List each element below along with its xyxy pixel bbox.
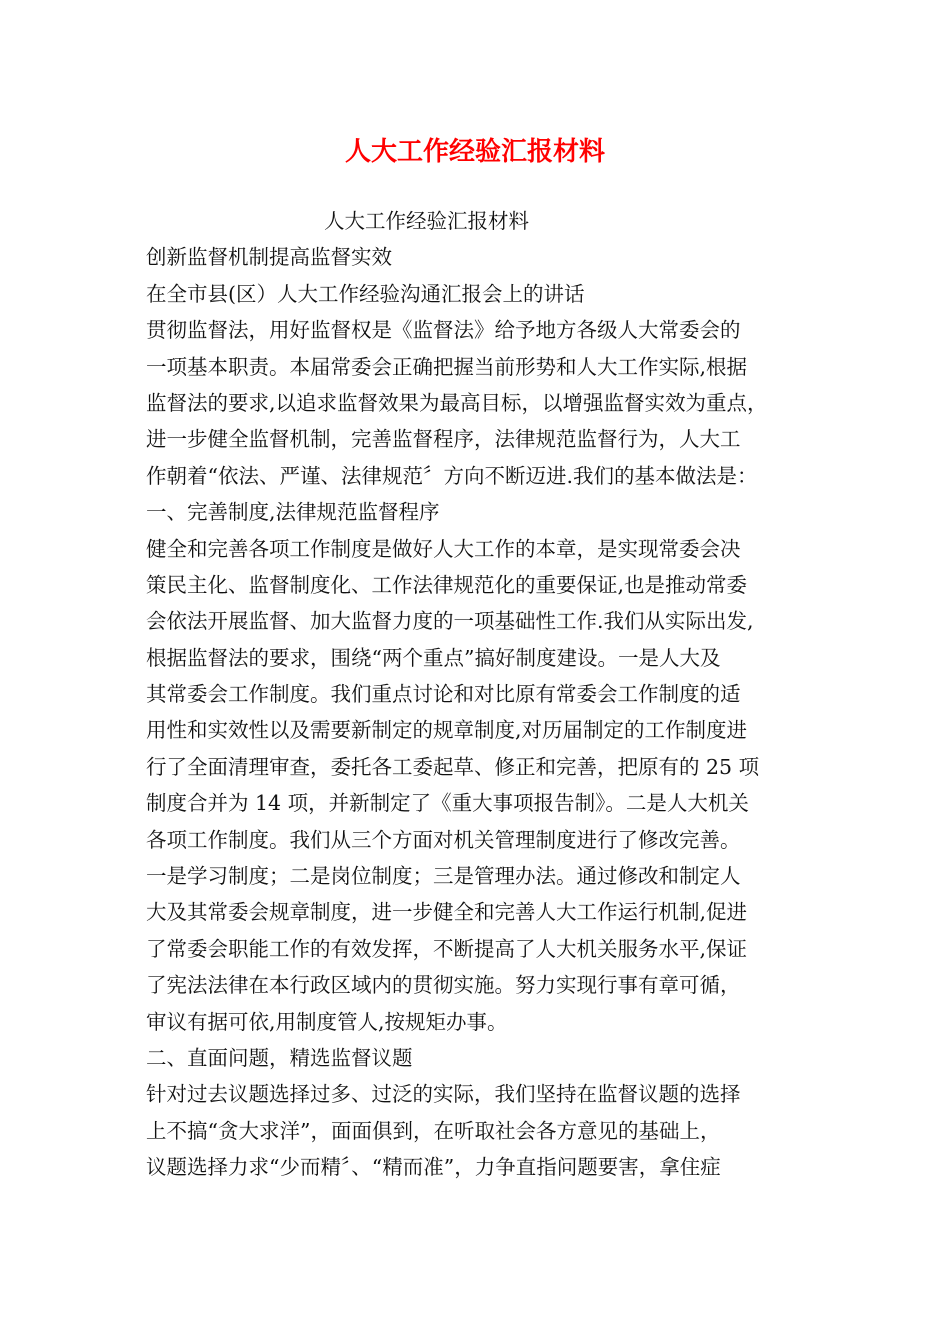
text-line: 大及其常委会规章制度，进一步健全和完善人大工作运行机制,促进 bbox=[146, 900, 748, 925]
text-line: 用性和实效性以及需要新制定的规章制度,对历届制定的工作制度进 bbox=[146, 718, 748, 743]
text-line: 在全市县(区）人大工作经验沟通汇报会上的讲话 bbox=[146, 281, 585, 306]
text-line: 创新监督机制提高监督实效 bbox=[146, 245, 392, 270]
text-line: 了宪法法律在本行政区域内的贯彻实施。努力实现行事有章可循， bbox=[146, 973, 741, 998]
text-line: 议题选择力求“少而精〞、“精而准”，力争直指问题要害，拿住症 bbox=[146, 1155, 721, 1180]
text-line: 监督法的要求,以追求监督效果为最高目标，以增强监督实效为重点， bbox=[146, 390, 768, 415]
text-line: 策民主化、监督制度化、工作法律规范化的重要保证,也是推动常委 bbox=[146, 572, 748, 597]
text-line: 健全和完善各项工作制度是做好人大工作的本章，是实现常委会决 bbox=[146, 536, 741, 561]
text-line: 一是学习制度；二是岗位制度；三是管理办法。通过修改和制定人 bbox=[146, 864, 741, 889]
text-line: 作朝着“依法、严谨、法律规范〞方向不断迈进.我们的基本做法是： bbox=[146, 463, 758, 488]
text-line: 其常委会工作制度。我们重点讨论和对比原有常委会工作制度的适 bbox=[146, 682, 741, 707]
document-title: 人大工作经验汇报材料 bbox=[344, 137, 605, 167]
document-body bbox=[146, 203, 811, 1186]
text-line: 一项基本职责。本届常委会正确把握当前形势和人大工作实际,根据 bbox=[146, 354, 748, 379]
text-line: 上不搞“贪大求洋”，面面俱到，在听取社会各方意见的基础上， bbox=[146, 1118, 721, 1143]
text-line: 制度合并为 14 项，并新制定了《重大事项报告制》。二是人大机关 bbox=[146, 791, 749, 816]
text-line: 贯彻监督法，用好监督权是《监督法》给予地方各级人大常委会的 bbox=[146, 318, 741, 343]
text-line: 各项工作制度。我们从三个方面对机关管理制度进行了修改完善。 bbox=[146, 827, 741, 852]
section-heading: 一、完善制度,法律规范监督程序 bbox=[146, 500, 440, 525]
text-line: 行了全面清理审查，委托各工委起草、修正和完善，把原有的 25 项 bbox=[146, 754, 760, 779]
text-line: 审议有据可依,用制度管人,按规矩办事。 bbox=[146, 1009, 508, 1034]
section-heading: 二、直面问题，精选监督议题 bbox=[146, 1045, 413, 1070]
text-line: 根据监督法的要求，围绕“两个重点”搞好制度建设。一是人大及 bbox=[146, 645, 721, 670]
text-line: 进一步健全监督机制，完善监督程序，法律规范监督行为，人大工 bbox=[146, 427, 741, 452]
text-line: 会依法开展监督、加大监督力度的一项基础性工作.我们从实际出发, bbox=[146, 609, 754, 634]
text-line: 针对过去议题选择过多、过泛的实际，我们坚持在监督议题的选择 bbox=[146, 1082, 741, 1107]
text-line: 了常委会职能工作的有效发挥，不断提高了人大机关服务水平,保证 bbox=[146, 936, 748, 961]
document-subtitle: 人大工作经验汇报材料 bbox=[324, 209, 529, 233]
